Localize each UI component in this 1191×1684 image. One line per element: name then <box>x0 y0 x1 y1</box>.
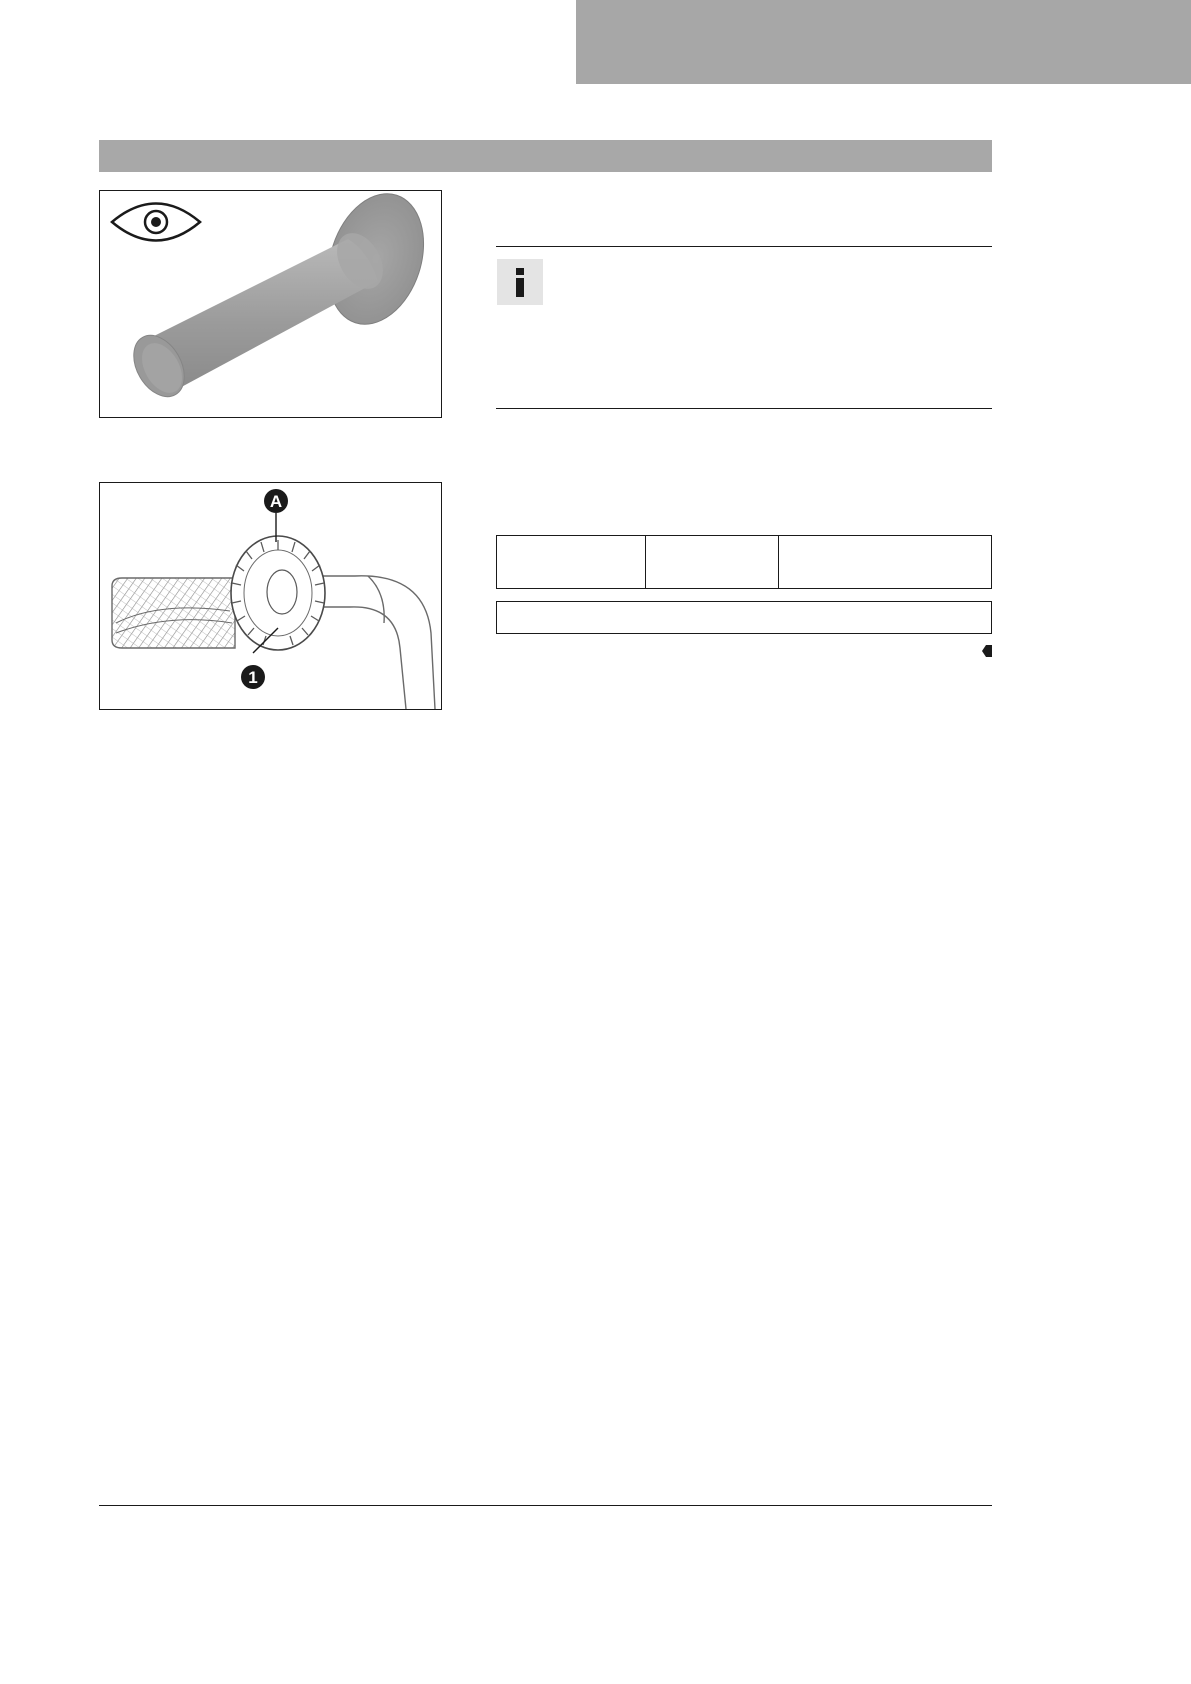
info-note-bottom-rule <box>496 408 992 409</box>
spec-table <box>496 535 992 589</box>
grip-alignment-figure <box>99 482 442 710</box>
spec-cell-3 <box>779 536 992 589</box>
chapter-header-tab <box>576 0 1191 84</box>
section-heading-bar <box>99 140 992 172</box>
end-marker-icon <box>982 645 992 657</box>
callout-a-label: A <box>269 492 283 511</box>
eye-icon <box>112 204 200 241</box>
grip-overview-figure <box>99 190 442 418</box>
callout-1-label: 1 <box>248 668 258 687</box>
info-icon <box>497 259 543 305</box>
grip-body <box>112 578 235 648</box>
info-note-top-rule <box>496 246 992 247</box>
spec-cell-1 <box>497 536 646 589</box>
note-box <box>496 601 992 634</box>
callout-a <box>264 489 288 542</box>
spec-cell-2 <box>646 536 779 589</box>
footer-rule <box>99 1505 992 1506</box>
grip-flange <box>231 536 325 650</box>
table-row <box>497 536 992 589</box>
